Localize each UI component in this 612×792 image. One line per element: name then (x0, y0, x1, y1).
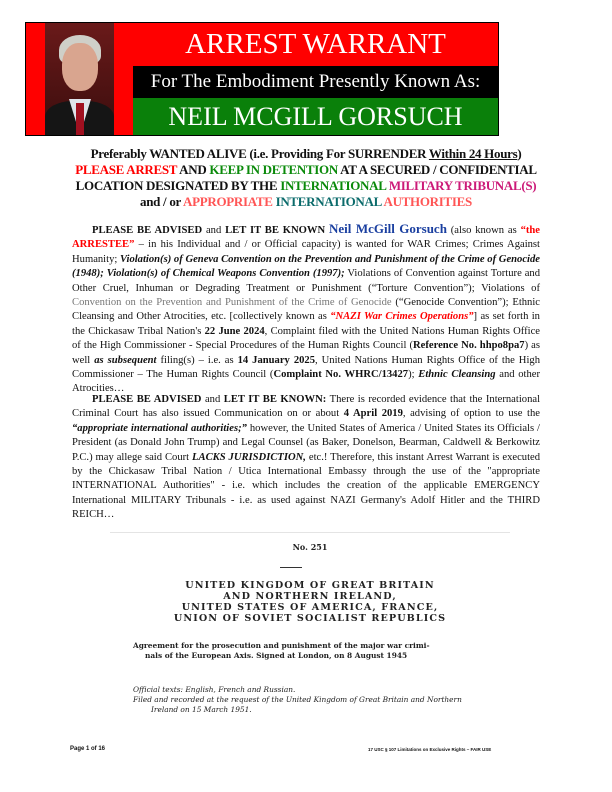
text: ); (408, 369, 419, 381)
text-bold: PLEASE BE ADVISED (92, 225, 203, 236)
treaty-title (120, 580, 500, 624)
divider (280, 567, 302, 568)
treaty-title-line: UNITED KINGDOM OF GREAT BRITAIN (185, 580, 435, 591)
page-number: Page 1 of 16 (70, 746, 106, 752)
arrestee-label: “the ARRESTEE” (72, 225, 540, 251)
paragraph-charges (72, 222, 540, 397)
headline-tribunal: MILITARY TRIBUNAL(S) (388, 178, 537, 193)
divider (110, 532, 510, 533)
footer-fair-use: 17 USC § 107 Limitations on Exclusive Rights – FAIR USE (368, 747, 492, 752)
date: 22 June 2024 (204, 325, 265, 337)
text: etc.! Therefore, this instant Arrest Warrant is executed by the Chickasaw Tribal Nation / Utica International Embassy through the use of the "appropriate INTERNATIONAL Authorities" - i.e. which includes the creation of the applicable EMERGENCY International MILITARY Tribunals - i.e. as used against NAZI Germany's Adolf Hitler and the THIRD REICH… (72, 451, 541, 521)
text: (also known as (446, 225, 521, 236)
paragraph-evidence (72, 393, 540, 523)
headline-text: Preferably WANTED ALIVE (i.e. Providing For SURRENDER (90, 146, 429, 161)
subject-name: Neil McGill Gorsuch (329, 221, 447, 236)
text-bold-italic: “appropriate international authorities;” (72, 422, 247, 434)
text-bold: LET IT BE KNOWN (225, 225, 326, 236)
headline-appropriate: APPROPRIATE (183, 194, 273, 209)
official-line: Official texts: English, French and Russian. (133, 685, 296, 694)
subject-photo (45, 23, 114, 135)
text: (“Genocide Convention”); Ethnic Cleansing and Other Atrocities, etc. [collectively known as (72, 297, 540, 323)
official-line: Ireland on 15 March 1951. (151, 705, 252, 714)
complaint-number: Complaint No. WHRC/13427 (273, 369, 409, 381)
treaty-title-line: AND NORTHERN IRELAND, (223, 591, 397, 602)
text: , United Nations Human Rights Office of the High Commissioner – The Human Rights Council ( (72, 354, 540, 381)
headline-text: and / or (140, 194, 183, 209)
date: 4 April 2019 (343, 408, 403, 420)
treaty-number: No. 251 (292, 542, 328, 552)
agreement-line: nals of the European Axis. Signed at London, on 8 August 1945 (145, 651, 408, 660)
treaty-title-line: UNITED STATES OF AMERICA, FRANCE, (181, 602, 439, 613)
headline-text: ) (517, 146, 522, 161)
headline-detention: KEEP IN DETENTION (209, 162, 338, 177)
reference-number: Reference No. hhpo8pa7 (412, 340, 525, 352)
headline-authorities: AUTHORITIES (383, 194, 472, 209)
headline-text: LOCATION DESIGNATED BY THE (75, 178, 281, 193)
treaty-agreement (133, 641, 473, 661)
text: and (202, 225, 226, 236)
text: filing(s) – i.e. as (156, 354, 238, 366)
date: 14 January 2025 (237, 354, 316, 366)
text: , advising of option to use the (402, 408, 541, 420)
text: ) as well (72, 340, 540, 366)
text: ] as set forth in the Chickasaw Tribal Nation's (72, 311, 540, 337)
agreement-line: Agreement for the prosecution and punishment of the major war crimi- (133, 641, 430, 650)
text-italic: as subsequent (94, 354, 157, 366)
text-italic: Ethnic Cleansing (418, 369, 496, 381)
operations-label: “NAZI War Crimes Operations” (330, 311, 474, 323)
headline (30, 146, 582, 210)
headline-text: AND (176, 162, 210, 177)
banner-title: ARREST WARRANT (133, 23, 498, 66)
text-bold: PLEASE BE ADVISED (92, 394, 202, 405)
treaty-official-texts (133, 685, 473, 715)
headline-deadline: Within 24 Hours (428, 146, 518, 161)
text-italic: Violation(s) of Geneva Convention on the Prevention and Punishment of the Crime of Genocide (1948); Violation(s) of Chemical Weapons Convention (1997); (72, 253, 540, 280)
text-gray: Convention on the Prevention and Punishment of the Crime of Genocide (72, 297, 392, 309)
text-bold: LET IT BE KNOWN: (223, 394, 327, 405)
text: There is recorded evidence that the International Criminal Court has also issued Communication on or about (72, 394, 541, 420)
treaty-title-line: UNION OF SOVIET SOCIALIST REPUBLICS (173, 613, 447, 624)
text: and other Atrocities… (72, 369, 540, 395)
text: however, the United States of America / United States its Officials / President (as Donald John Trump) and Legal Counsel (as Baker, Donelson, Bearman, Caldwell & Berkowitz P.C.) may allege said Court (72, 422, 541, 463)
arrest-warrant-banner (25, 22, 499, 136)
text: and (201, 394, 224, 405)
text-bold-italic: LACKS JURISDICTION, (192, 451, 306, 463)
banner-subtitle: For The Embodiment Presently Known As: (133, 66, 498, 98)
headline-text: AT A SECURED / CONFIDENTIAL (337, 162, 537, 177)
headline-international: INTERNATIONAL (280, 178, 386, 193)
text: Violations of Convention against Torture and Other Cruel, Inhuman or Degrading Treatment or Punishment (“Torture Convention”); Violations of (72, 268, 540, 294)
banner-name: NEIL MCGILL GORSUCH (133, 98, 498, 135)
text: – in his Individual and / or Official capacity) is wanted for WAR Crimes; Crimes Against Humanity; (72, 239, 540, 265)
headline-international: INTERNATIONAL (275, 194, 382, 209)
official-line: Filed and recorded at the request of the United Kingdom of Great Britain and Northern (133, 695, 462, 704)
text: , Complaint filed with the United Nations Human Rights Office of the High Commissioner - Special Procedures of the Human Rights Council ( (72, 325, 540, 352)
headline-arrest: PLEASE ARREST (75, 162, 177, 177)
